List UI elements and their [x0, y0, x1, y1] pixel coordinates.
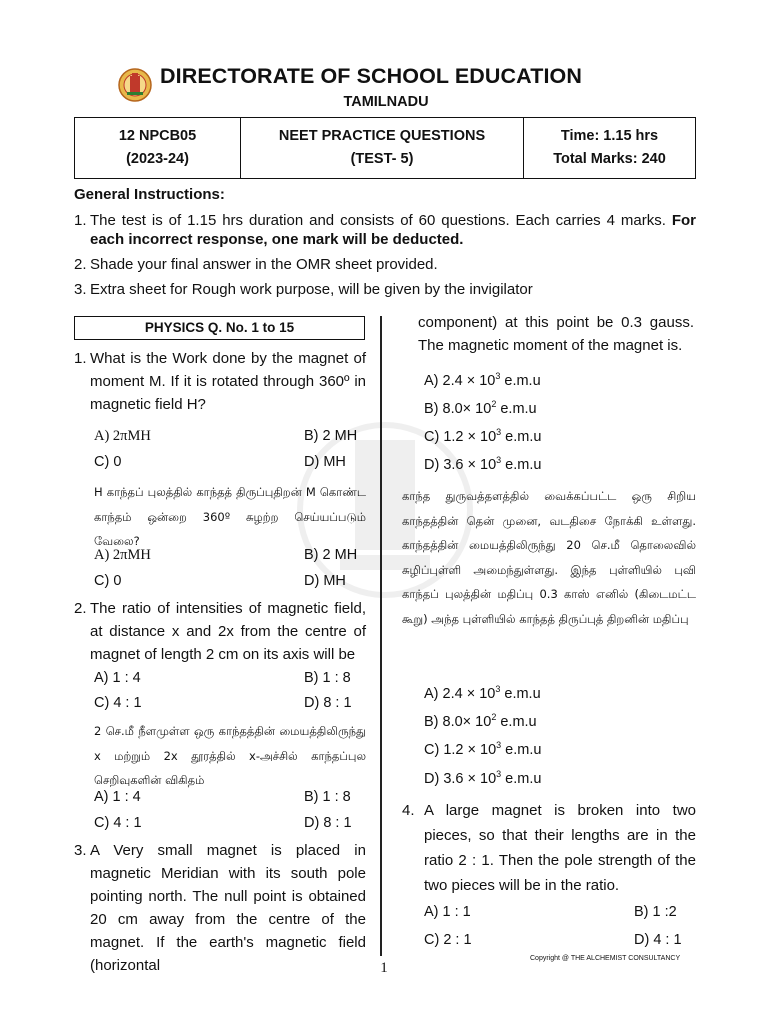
- header-table: [74, 117, 696, 179]
- page-subtitle: TAMILNADU: [343, 94, 429, 110]
- q2-tamil-text: 2 செ.மீ நீளமுள்ள ஒரு காந்தத்தின் மையத்திலிருந்து x மற்றும் 2x தூரத்தில் x-அச்சில் காந்தப்புல செறிவுகளின் விகிதம்: [94, 724, 366, 787]
- header-cell-test: [240, 118, 523, 178]
- q3-tamil-option-b: B) $8.0\times 10^2$ e.m.u: [424, 712, 537, 730]
- instructions-heading: General Instructions:: [74, 186, 225, 203]
- q1-tamil-option-a: A) 2πMH: [94, 547, 151, 563]
- q2-tamil-option-a: A) 1 : 4: [94, 789, 141, 805]
- q1-tamil-text: H காந்தப் புலத்தில் காந்தத் திருப்புதிறன் M கொண்ட காந்தம் ஒன்றை 360º சுழற்ற செய்யப்படும் வேலை?: [94, 485, 366, 548]
- question-1: 1. What is the Work done by the magnet of moment M. If it is rotated through 360º in magnetic field H?: [74, 350, 366, 413]
- q3-option-c: C) $1.2 \times 10^3$ e.m.u: [424, 427, 542, 445]
- q2-option-d: D) 8 : 1: [304, 695, 352, 711]
- q3-tamil-option-c: C) $1.2 \times 10^3$ e.m.u: [424, 740, 542, 758]
- q4-option-c: C) 2 : 1: [424, 932, 472, 948]
- instruction-item: 3. Extra sheet for Rough work purpose, will be given by the invigilator: [74, 281, 533, 298]
- paper-code: 12 NPCB05: [118, 128, 197, 144]
- q4-option-a: A) 1 : 1: [424, 904, 471, 920]
- q1-option-a: A) 2πMH: [94, 428, 151, 444]
- q3-option-a: A) $2.4 \times 10^3$ e.m.u: [424, 371, 541, 389]
- question-3: 3. A Very small magnet is placed in magnetic Meridian with its south pole pointing north. The null point is obtained 20 cm away from the centre of the magnet. If the earth's magnetic field (horizontal: [74, 842, 366, 974]
- question-3-continued: component) at this point be 0.3 gauss. The magnetic moment of the magnet is.: [418, 314, 694, 354]
- page-number: 1: [380, 960, 388, 976]
- header-cell-time: [523, 118, 695, 178]
- q1-option-d: D) MH: [304, 454, 346, 470]
- test-name: NEET PRACTICE QUESTIONS: [278, 128, 486, 144]
- q1-option-c: C) 0: [94, 454, 122, 470]
- q3-option-b: B) $8.0\times 10^2$ e.m.u: [424, 399, 537, 417]
- q4-option-b: B) 1 :2: [634, 904, 677, 920]
- q2-tamil-option-c: C) 4 : 1: [94, 815, 142, 831]
- q3-option-d: D) $3.6 \times 10^3$ e.m.u: [424, 455, 542, 473]
- q1-option-b: B) 2 MH: [304, 428, 358, 444]
- q2-tamil-option-d: D) 8 : 1: [304, 815, 352, 831]
- q3-tamil-text: காந்த துருவத்தளத்தில் வைக்கப்பட்ட ஒரு சிறிய காந்தத்தின் தென் முனை, வடதிசை நோக்கி உள்ளது. காந்தத்தின் மையத்திலிருந்து 20 செ.மீ தொலைவில் சுழிப்புள்ளி அமைந்துள்ளது. இந்த புள்ளியில் புவி காந்தப் புலத்தின் மதிப்பு 0.3 காஸ் எனில் (கிடைமட்ட கூறு) அந்த புள்ளியில் காந்தத் திருப்புத் திறனின் மதிப்பு: [402, 489, 696, 626]
- paper-year: (2023-24): [126, 151, 189, 167]
- total-marks: Total Marks: 240: [553, 151, 666, 167]
- q1-tamil-option-d: D) MH: [304, 573, 346, 589]
- q3-tamil-option-a: A) $2.4 \times 10^3$ e.m.u: [424, 684, 541, 702]
- copyright-text: Copyright @ THE ALCHEMIST CONSULTANCY: [530, 955, 681, 962]
- q2-option-b: B) 1 : 8: [304, 670, 351, 686]
- column-divider: [380, 316, 382, 956]
- q3-tamil-option-d: D) $3.6 \times 10^3$ e.m.u: [424, 769, 542, 787]
- section-heading: PHYSICS Q. No. 1 to 15: [74, 316, 365, 340]
- q1-tamil-option-b: B) 2 MH: [304, 547, 358, 563]
- question-4: 4. A large magnet is broken into two pieces, so that their lengths are in the ratio 2 : 1. Then the pole strength of the two pieces will be in the ratio.: [402, 802, 696, 894]
- header-cell-code: [75, 118, 240, 178]
- test-number: (TEST- 5): [350, 151, 414, 167]
- page-title: DIRECTORATE OF SCHOOL EDUCATION: [160, 64, 582, 88]
- q4-option-d: D) 4 : 1: [634, 932, 682, 948]
- q2-tamil-option-b: B) 1 : 8: [304, 789, 351, 805]
- q2-option-a: A) 1 : 4: [94, 670, 141, 686]
- q2-option-c: C) 4 : 1: [94, 695, 142, 711]
- q1-tamil-option-c: C) 0: [94, 573, 122, 589]
- instruction-item: 1. The test is of 1.15 hrs duration and consists of 60 questions. Each carries 4 marks. For each incorrect response, one mark will be deducted.: [74, 212, 696, 248]
- instruction-item: 2. Shade your final answer in the OMR sheet provided.: [74, 256, 438, 273]
- question-2: 2. The ratio of intensities of magnetic field, at distance x and 2x from the centre of magnet of length 2 cm on its axis will be: [74, 600, 366, 663]
- test-time: Time: 1.15 hrs: [560, 128, 659, 144]
